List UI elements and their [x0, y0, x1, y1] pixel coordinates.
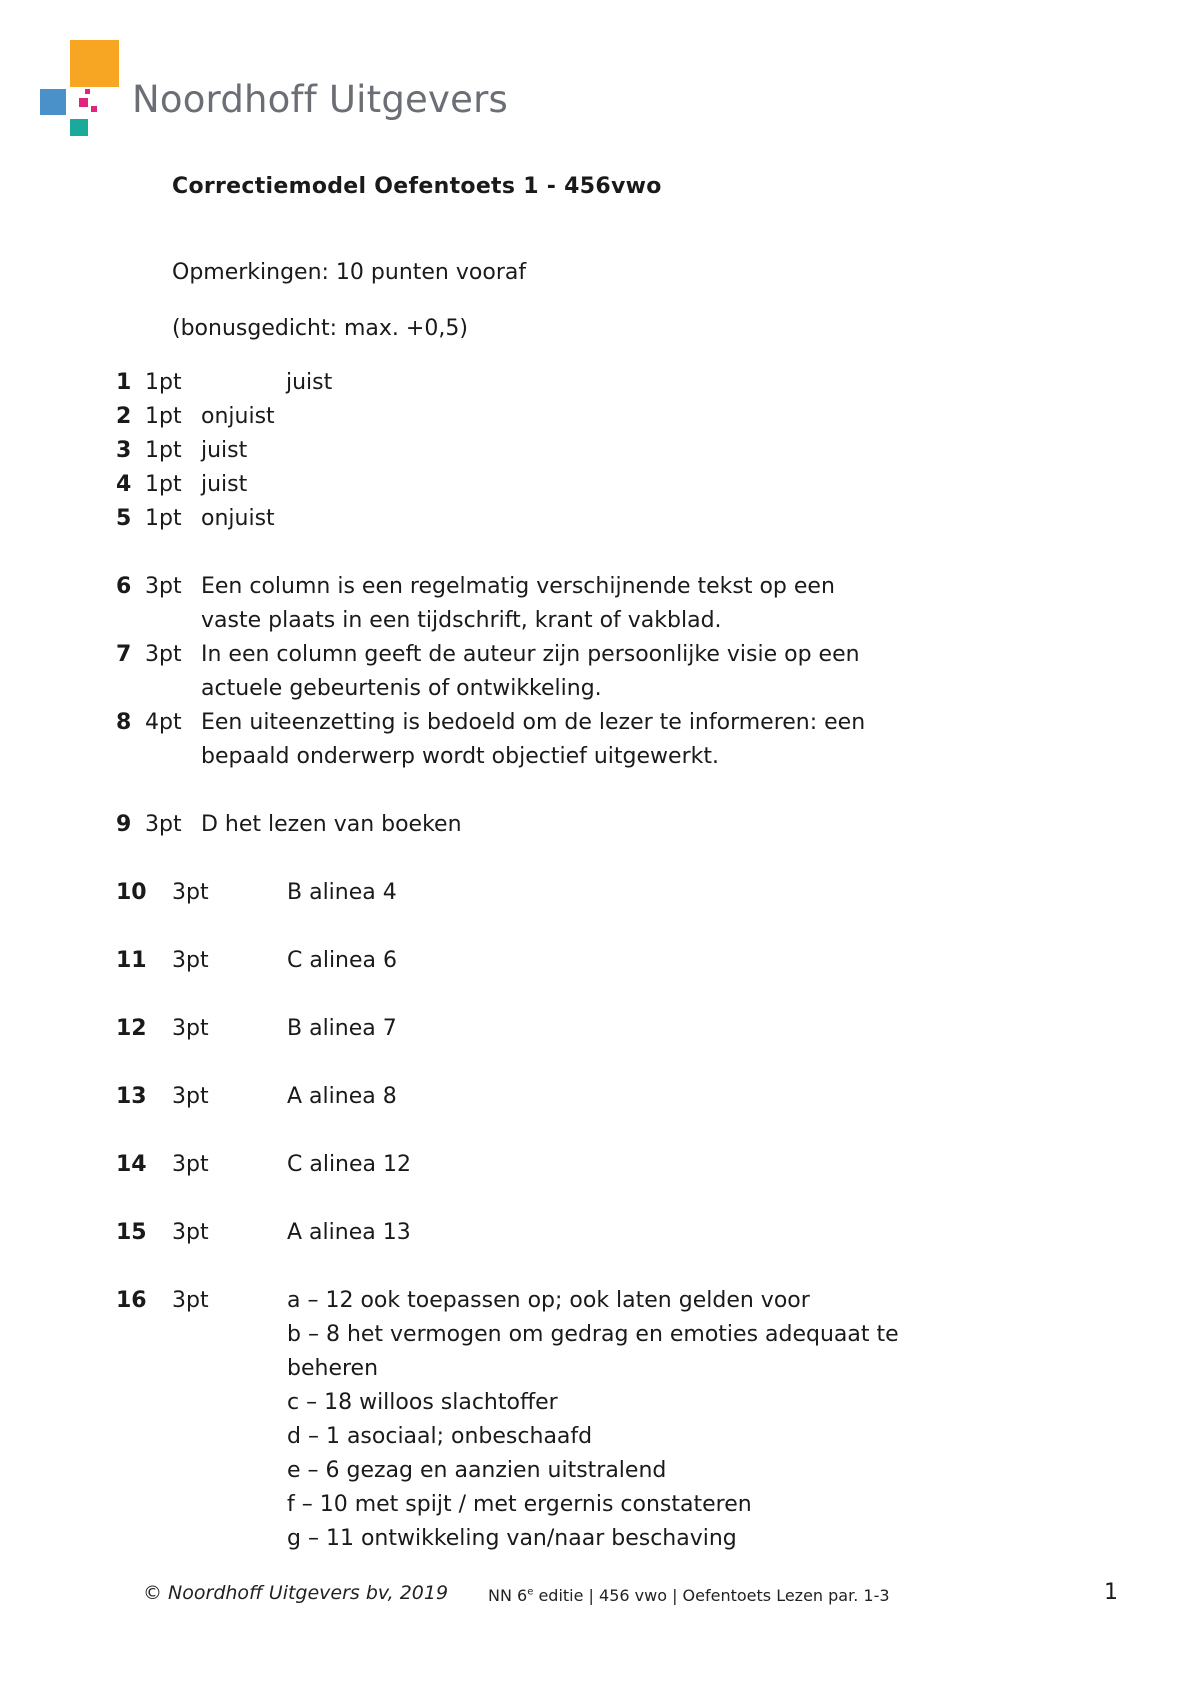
points: 1pt: [145, 472, 182, 497]
points: 1pt: [145, 370, 182, 395]
points: 1pt: [145, 438, 182, 463]
answer-text: B alinea 7: [287, 1016, 397, 1041]
question-number: 1: [116, 370, 132, 395]
answer-text: beheren: [287, 1356, 379, 1381]
answer-text: onjuist: [201, 404, 275, 429]
logo-square-pink-small: [91, 106, 97, 112]
points: 1pt: [145, 404, 182, 429]
remark-points: Opmerkingen: 10 punten vooraf: [172, 260, 527, 285]
points: 3pt: [145, 574, 182, 599]
points: 3pt: [145, 642, 182, 667]
question-number: 7: [116, 642, 132, 667]
answer-text: D het lezen van boeken: [201, 812, 462, 837]
points: 3pt: [172, 1152, 209, 1177]
logo-wordmark: Noordhoff Uitgevers: [132, 78, 508, 121]
answer-text: In een column geeft de auteur zijn persoonlijke visie op een: [201, 642, 860, 667]
logo-square-teal: [70, 119, 88, 136]
answer-text: d – 1 asociaal; onbeschaafd: [287, 1424, 593, 1449]
document-title: Correctiemodel Oefentoets 1 - 456vwo: [172, 174, 662, 199]
remark-bonus: (bonusgedicht: max. +0,5): [172, 316, 468, 341]
question-number: 13: [116, 1084, 147, 1109]
logo-square-pink: [79, 98, 88, 107]
answer-text: Een uiteenzetting is bedoeld om de lezer te informeren: een: [201, 710, 866, 735]
points: 3pt: [145, 812, 182, 837]
question-number: 14: [116, 1152, 147, 1177]
question-number: 3: [116, 438, 132, 463]
points: 3pt: [172, 880, 209, 905]
page-number: 1: [1104, 1580, 1118, 1605]
question-number: 2: [116, 404, 132, 429]
answer-text: g – 11 ontwikkeling van/naar beschaving: [287, 1526, 737, 1551]
question-number: 4: [116, 472, 132, 497]
answer-text: e – 6 gezag en aanzien uitstralend: [287, 1458, 667, 1483]
answer-text: juist: [201, 472, 248, 497]
answer-text: Een column is een regelmatig verschijnende tekst op een: [201, 574, 835, 599]
points: 3pt: [172, 1220, 209, 1245]
points: 1pt: [145, 506, 182, 531]
question-number: 10: [116, 880, 147, 905]
answer-text: juist: [286, 370, 333, 395]
answer-text: actuele gebeurtenis of ontwikkeling.: [201, 676, 602, 701]
answer-text: juist: [201, 438, 248, 463]
footer-edition-suffix: editie | 456 vwo | Oefentoets Lezen par. 1-3: [533, 1586, 890, 1605]
answer-text: C alinea 6: [287, 948, 398, 973]
answer-text: B alinea 4: [287, 880, 397, 905]
footer-edition-sup: e: [527, 1586, 534, 1598]
answer-text: vaste plaats in een tijdschrift, krant of vakblad.: [201, 608, 722, 633]
question-number: 6: [116, 574, 132, 599]
logo-square-orange: [70, 40, 119, 87]
answer-text: A alinea 13: [287, 1220, 411, 1245]
points: 3pt: [172, 948, 209, 973]
footer-edition: [488, 1586, 890, 1605]
points: 3pt: [172, 1084, 209, 1109]
logo-square-pink-tiny: [85, 89, 90, 94]
answer-text: c – 18 willoos slachtoffer: [287, 1390, 558, 1415]
publisher-logo: [0, 0, 520, 150]
points: 4pt: [145, 710, 182, 735]
answer-text: onjuist: [201, 506, 275, 531]
answer-text: A alinea 8: [287, 1084, 397, 1109]
question-number: 5: [116, 506, 132, 531]
question-number: 15: [116, 1220, 147, 1245]
points: 3pt: [172, 1016, 209, 1041]
footer-copyright: © Noordhoff Uitgevers bv, 2019: [143, 1582, 449, 1604]
question-number: 8: [116, 710, 132, 735]
question-number: 11: [116, 948, 147, 973]
question-number: 16: [116, 1288, 147, 1313]
question-number: 9: [116, 812, 132, 837]
answer-text: b – 8 het vermogen om gedrag en emoties adequaat te: [287, 1322, 899, 1347]
footer-edition-prefix: NN 6: [488, 1586, 528, 1605]
logo-square-blue: [40, 89, 66, 115]
answer-text: f – 10 met spijt / met ergernis constateren: [287, 1492, 752, 1517]
answer-text: bepaald onderwerp wordt objectief uitgewerkt.: [201, 744, 719, 769]
answer-text: a – 12 ook toepassen op; ook laten gelden voor: [287, 1288, 810, 1313]
answer-text: C alinea 12: [287, 1152, 412, 1177]
question-number: 12: [116, 1016, 147, 1041]
points: 3pt: [172, 1288, 209, 1313]
